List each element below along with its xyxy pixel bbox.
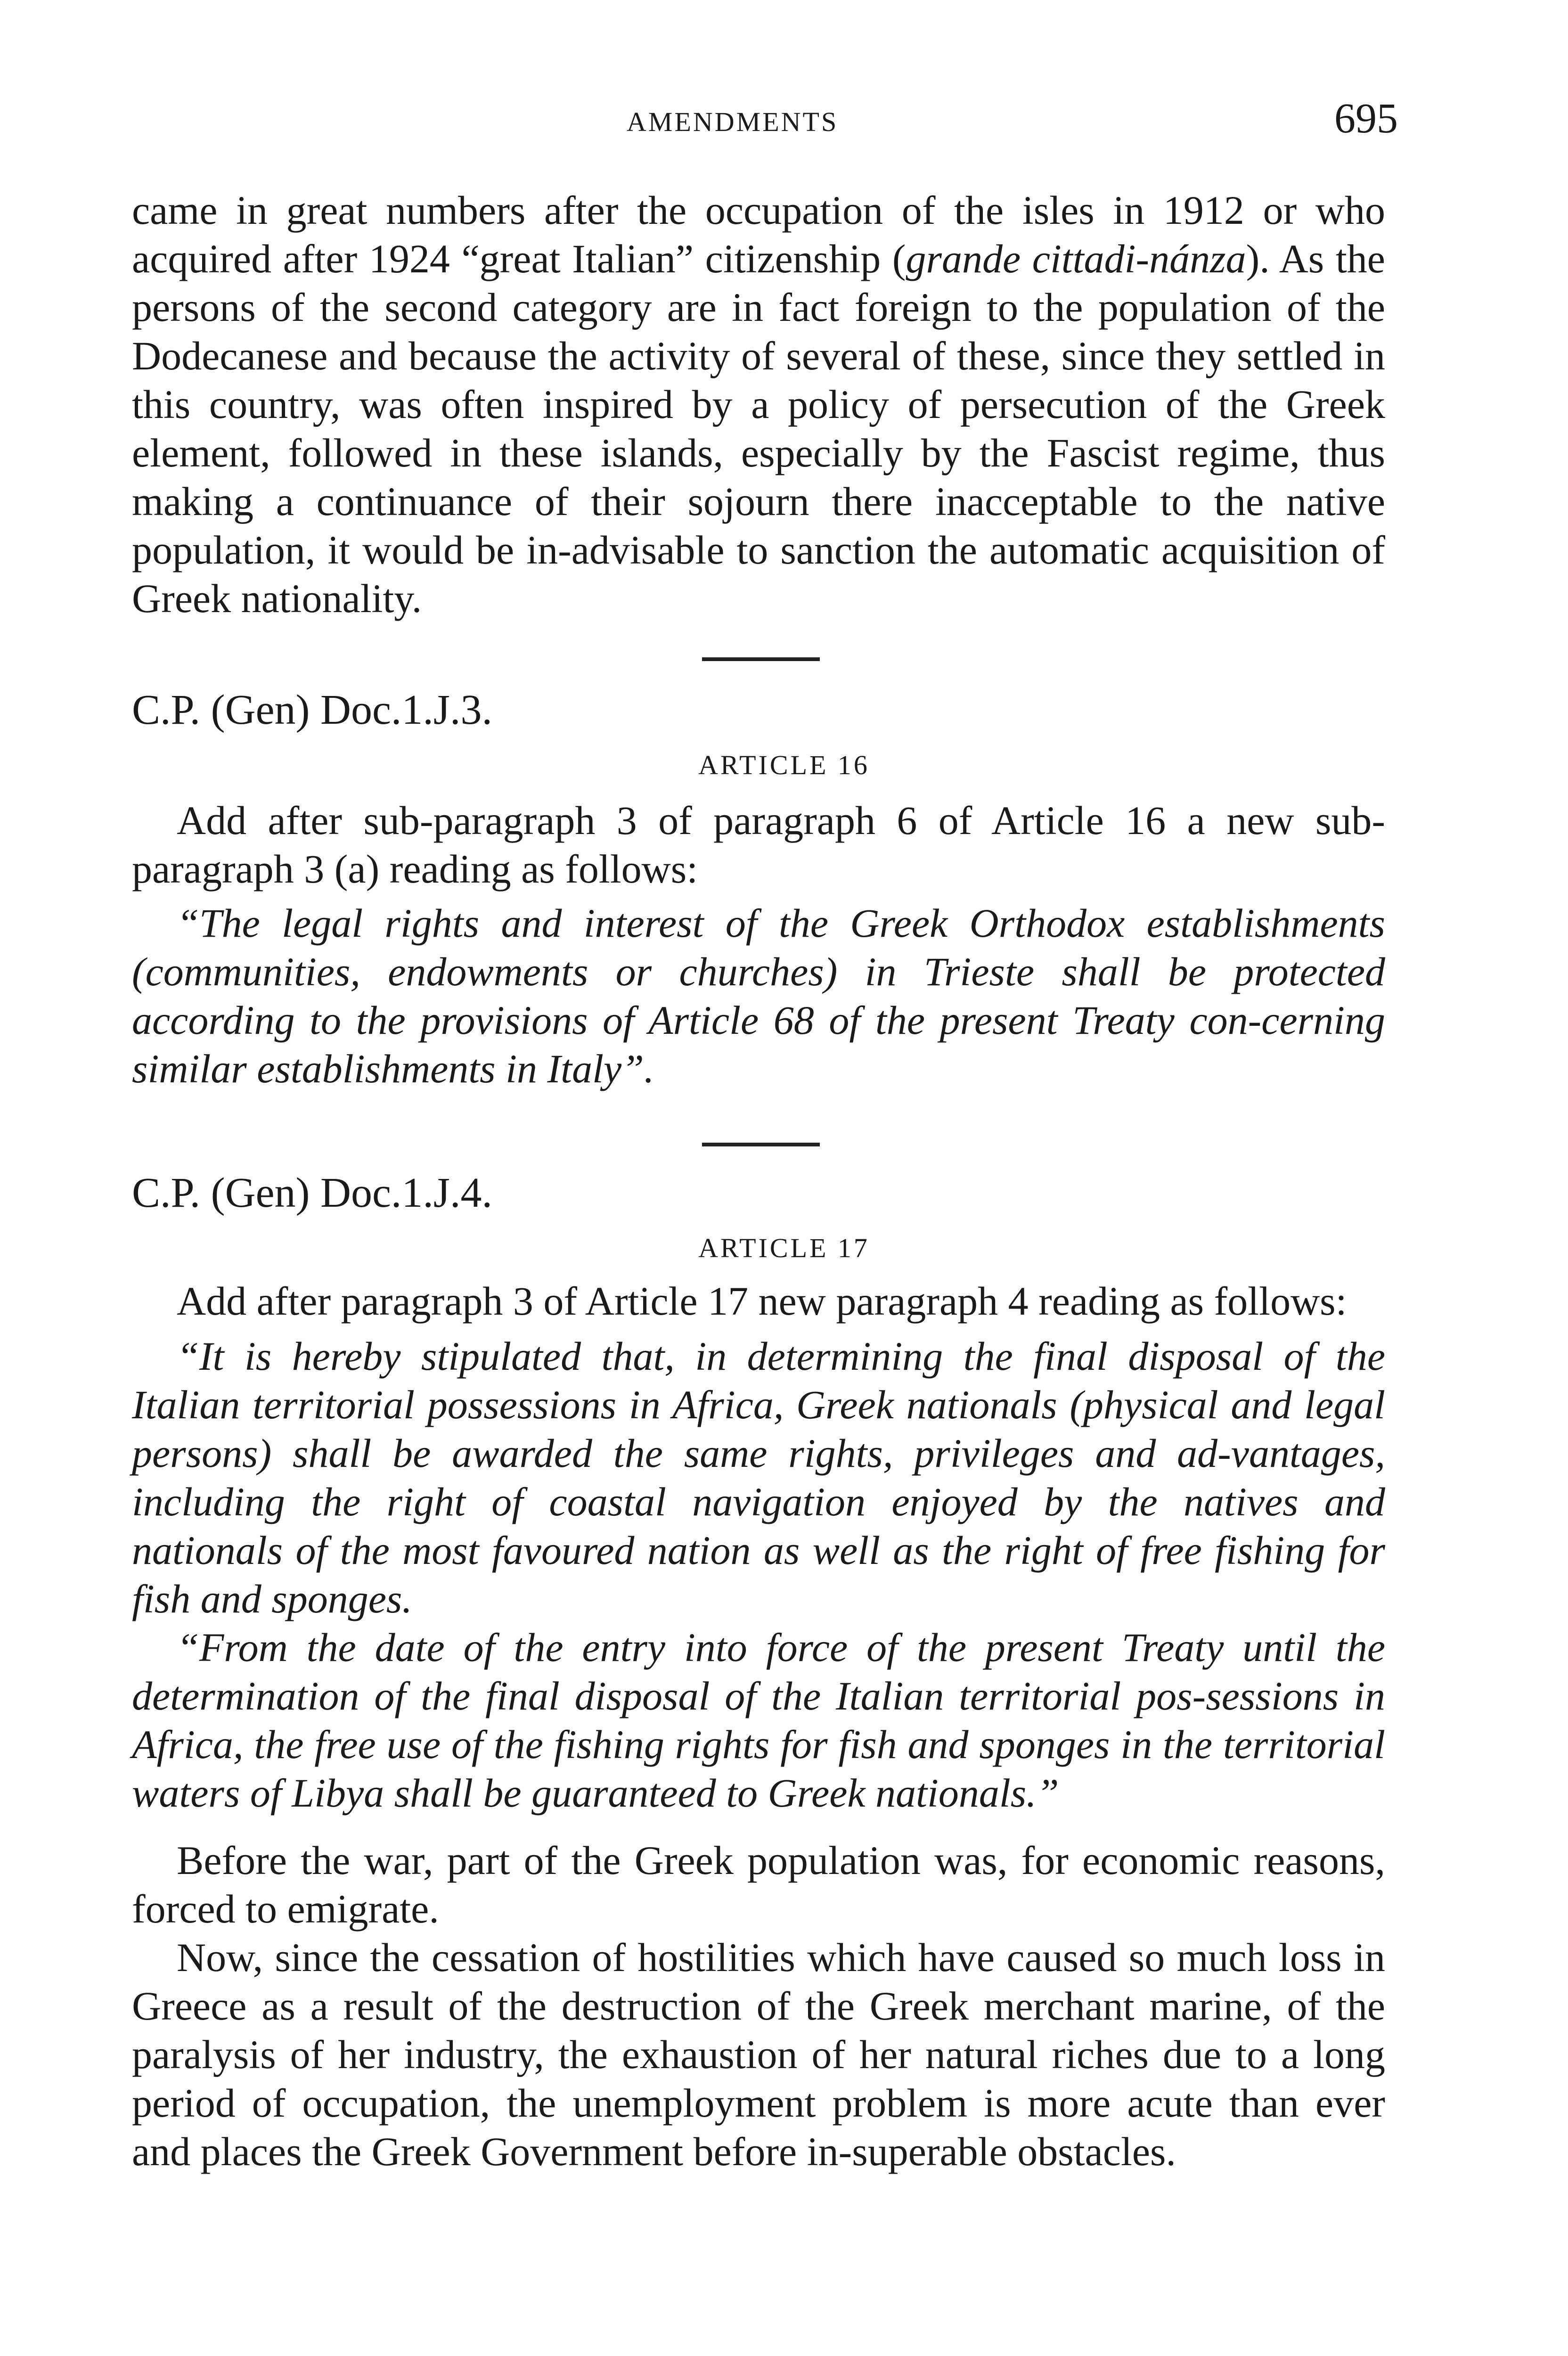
doc-reference: C.P. (Gen) Doc.1.J.3. [132,687,492,733]
article-17-instruction: Add after paragraph 3 of Article 17 new paragraph 4 reading as follows: [177,1278,1347,1324]
body-paragraph: Now, since the cessation of hostilities which have caused so much loss in Greece as a result of the destruction of the Greek merchant marine, of the paralysis of her industry, the exhaustion of her natural riches due to a long period of occupation, the unemployment problem is more acute than ever and places the Greek Government before in-superable obstacles. [132,1935,1385,2174]
article-heading: ARTICLE 17 [698,1233,870,1263]
article-16-instruction: Add after sub-paragraph 3 of paragraph 6 of Article 16 a new sub-paragraph 3 (a) reading as follows: [132,798,1385,892]
section-divider [702,1143,820,1146]
article-17-block [132,1277,1385,2176]
body-paragraph: Before the war, part of the Greek population was, for economic reasons, forced to emigrate. [132,1838,1385,1931]
section-divider [702,657,820,661]
page-number: 695 [1334,95,1398,142]
article-17-quote-2: “From the date of the entry into force of the present Treaty until the determination of the final disposal of the Italian territorial pos-sessions in Africa, the free use of the fishing rights for fish and sponges in the territorial waters of Libya shall be guaranteed to Greek nationals.” [132,1625,1385,1816]
running-header: AMENDMENTS [627,106,839,137]
article-16-block [132,796,1385,1093]
article-heading: ARTICLE 16 [698,750,870,780]
article-16-quote: “The legal rights and interest of the Greek Orthodox establishments (communities, endowments or churches) in Trieste shall be protected according to the provisions of Article 68 of the present Treaty con-cerning similar establishments in Italy”. [132,900,1385,1091]
intro-paragraph [132,186,1385,623]
intro-text-end: ). As the persons of the second category are in fact foreign to the population of the Dodecanese and because the activity of several of these, since they settled in this country, was often inspired by a policy of persecution of the Greek element, followed in these islands, especially by the Fascist regime, thus making a continuance of their sojourn there inacceptable to the native population, it would be in-advisable to sanction the automatic acquisition of Greek nationality. [132,236,1385,621]
intro-block [132,186,1385,623]
article-17-quote-1: “It is hereby stipulated that, in determining the final disposal of the Italian territorial possessions in Africa, Greek nationals (physical and legal persons) shall be awarded the same rights, privileges and ad-vantages, including the right of coastal navigation enjoyed by the natives and nationals of the most favoured nation as well as the right of free fishing for fish and sponges. [132,1333,1385,1621]
doc-reference: C.P. (Gen) Doc.1.J.4. [132,1170,492,1216]
intro-italic-term: grande cittadi-nánza [906,236,1246,281]
intro-text-start: came in great numbers after the occupation of the isles in 1912 or who acquired after 1924 “great Italian” citizenship ( [132,188,1385,281]
